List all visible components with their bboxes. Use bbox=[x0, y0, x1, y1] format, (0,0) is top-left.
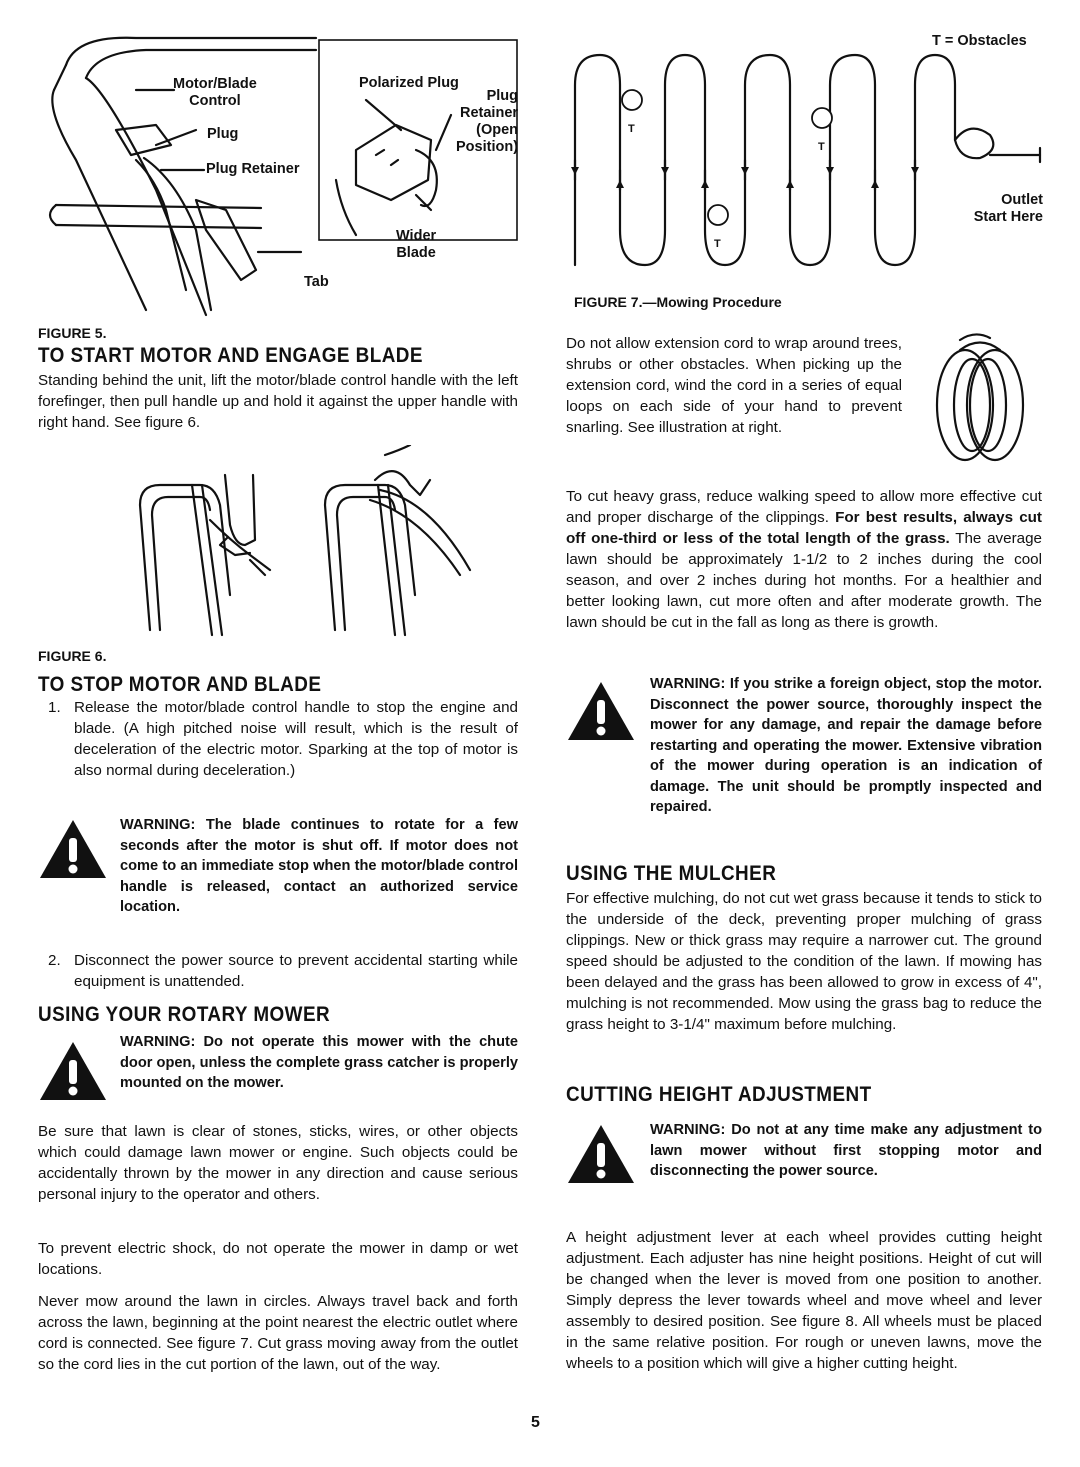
heavy-grass-text-bold: For best results, always cut off one-third or less of the total length of the grass. bbox=[566, 509, 1042, 547]
warning-triangle-icon bbox=[38, 818, 108, 880]
rotary-paragraph-1: Be sure that lawn is clear of stones, sticks, wires, or other objects which could damage lawn mower or engine. Such objects could be accidentally thrown by the mower in any direction and cause serious personal injury to the operator and others. bbox=[38, 1123, 518, 1203]
heading-rotary-mower: USING YOUR ROTARY MOWER bbox=[38, 1003, 331, 1026]
label-plug: Plug bbox=[207, 126, 239, 142]
label-wider-blade: Wider Blade bbox=[396, 228, 437, 261]
label-plug-retainer: Plug Retainer bbox=[206, 161, 300, 177]
figure-6-illustration bbox=[120, 445, 480, 640]
cord-paragraph: Do not allow extension cord to wrap around trees, shrubs or other obstacles. When picking up the extension cord, wind the cord in a series of equal loops on each side of your hand to prevent snarling. See illustration at right. bbox=[566, 335, 902, 436]
page-number: 5 bbox=[531, 1414, 540, 1431]
label-motor-blade-control: Motor/Blade Control bbox=[173, 76, 257, 109]
heading-stop-motor: TO STOP MOTOR AND BLADE bbox=[38, 673, 322, 696]
figure-5-caption: FIGURE 5. bbox=[38, 325, 107, 341]
legend-obstacles: T = Obstacles bbox=[932, 33, 1027, 49]
mulcher-paragraph: For effective mulching, do not cut wet grass because it tends to stick to the underside of the deck, preventing proper mulching of grass clippings. New or thick grass may require a narrower cut. The ground speed should be adjusted to the condition of the lawn. If mowing has been delayed and the grass has been allowed to grow in excess of 4", mulching is not recommended. Mow using the grass bag to reduce the grass height to 3-1/4" maximum before mulching. bbox=[566, 890, 1042, 1033]
warning-adjustment: WARNING: Do not at any time make any adjustment to lawn mower without first stopping motor and disconnecting the power source. bbox=[650, 1122, 1042, 1179]
figure-7 bbox=[560, 30, 1050, 280]
heading-cutting-height: CUTTING HEIGHT ADJUSTMENT bbox=[566, 1083, 872, 1106]
warning-triangle-icon bbox=[38, 1040, 108, 1102]
heavy-grass-text-start: To cut heavy grass, reduce walking speed to allow more effective cut and proper discharge of the clippings. bbox=[566, 488, 1042, 526]
item-2-number: 2. bbox=[48, 952, 61, 969]
stop-list-item-1 bbox=[38, 697, 518, 781]
warning-blade-rotate: WARNING: The blade continues to rotate for a few seconds after the motor is shut off. If motor does not come to an immediate stop when the motor/blade control handle is released, contact an authorized service location. bbox=[120, 817, 518, 915]
warning-triangle-icon bbox=[566, 680, 636, 742]
heading-start-motor: TO START MOTOR AND ENGAGE BLADE bbox=[38, 344, 423, 367]
heavy-grass-text-end: The average lawn should be approximately 1-1/2 to 2 inches during the cool season, and over 2 inches during hot months. For a healthier and better looking lawn, cut more often and after moderate growth. The lawn should be cut in the fall as long as there is growth. bbox=[566, 530, 1042, 631]
warning-foreign-object: WARNING: If you strike a foreign object, stop the motor. Disconnect the power source, thoroughly inspect the mower for any damage, and repair the damage before restarting and operating the mower. Extensive vibration of the mower during operation is an indication of damage. The unit should be promptly inspected and repaired. bbox=[650, 676, 1042, 815]
rotary-paragraph-2: To prevent electric shock, do not operate the mower in damp or wet locations. bbox=[38, 1240, 518, 1278]
rotary-paragraph-3: Never mow around the lawn in circles. Always travel back and forth across the lawn, beginning at the point nearest the electric outlet where cord is connected. See figure 7. Cut grass moving away from the outlet so the cord lies in the cut portion of the lawn, out of the way. bbox=[38, 1293, 518, 1373]
figure-5 bbox=[36, 30, 522, 320]
figure-6 bbox=[120, 445, 480, 640]
stop-list-item-2 bbox=[38, 950, 518, 992]
label-outlet-start: Outlet Start Here bbox=[973, 192, 1043, 225]
warning-triangle-icon bbox=[566, 1123, 636, 1185]
item-1-number: 1. bbox=[48, 699, 61, 716]
label-polarized-plug: Polarized Plug bbox=[359, 75, 459, 91]
item-2-text: Disconnect the power source to prevent accidental starting while equipment is unattended. bbox=[74, 952, 518, 990]
cord-loops-illustration bbox=[920, 330, 1045, 465]
obstacle-marker: T bbox=[714, 238, 721, 250]
label-tab: Tab bbox=[304, 274, 329, 290]
heavy-grass-paragraph bbox=[566, 486, 1042, 633]
item-1-text: Release the motor/blade control handle to stop the engine and blade. (A high pitched noise will result, which is the result of deceleration of the electric motor. Sparking at the top of motor is also normal during deceleration.) bbox=[74, 699, 518, 779]
label-plug-retainer-open: Plug Retainer (Open Position) bbox=[456, 88, 519, 155]
figure-6-caption: FIGURE 6. bbox=[38, 648, 107, 664]
obstacle-marker: T bbox=[628, 123, 635, 135]
figure-7-caption: FIGURE 7.—Mowing Procedure bbox=[574, 294, 782, 310]
figure-7-illustration bbox=[560, 30, 1050, 280]
heading-mulcher: USING THE MULCHER bbox=[566, 862, 777, 885]
obstacle-marker: T bbox=[818, 141, 825, 153]
start-motor-text: Standing behind the unit, lift the motor/blade control handle with the left forefinger, then pull handle up and hold it against the upper handle with right hand. See figure 6. bbox=[38, 372, 518, 431]
warning-chute-door: WARNING: Do not operate this mower with the chute door open, unless the complete grass catcher is properly mounted on the mower. bbox=[120, 1034, 518, 1091]
cutting-height-paragraph: A height adjustment lever at each wheel provides cutting height adjustment. Each adjuster has nine height positions. Height of cut will be changed when the lever is moved from one position to another. Simply depress the lever towards wheel and move wheel and lever assembly to desired position. See figure 8. All wheels must be placed in the same relative position. For rough or uneven lawns, move the wheels to a position which will give a higher cutting height. bbox=[566, 1229, 1042, 1372]
